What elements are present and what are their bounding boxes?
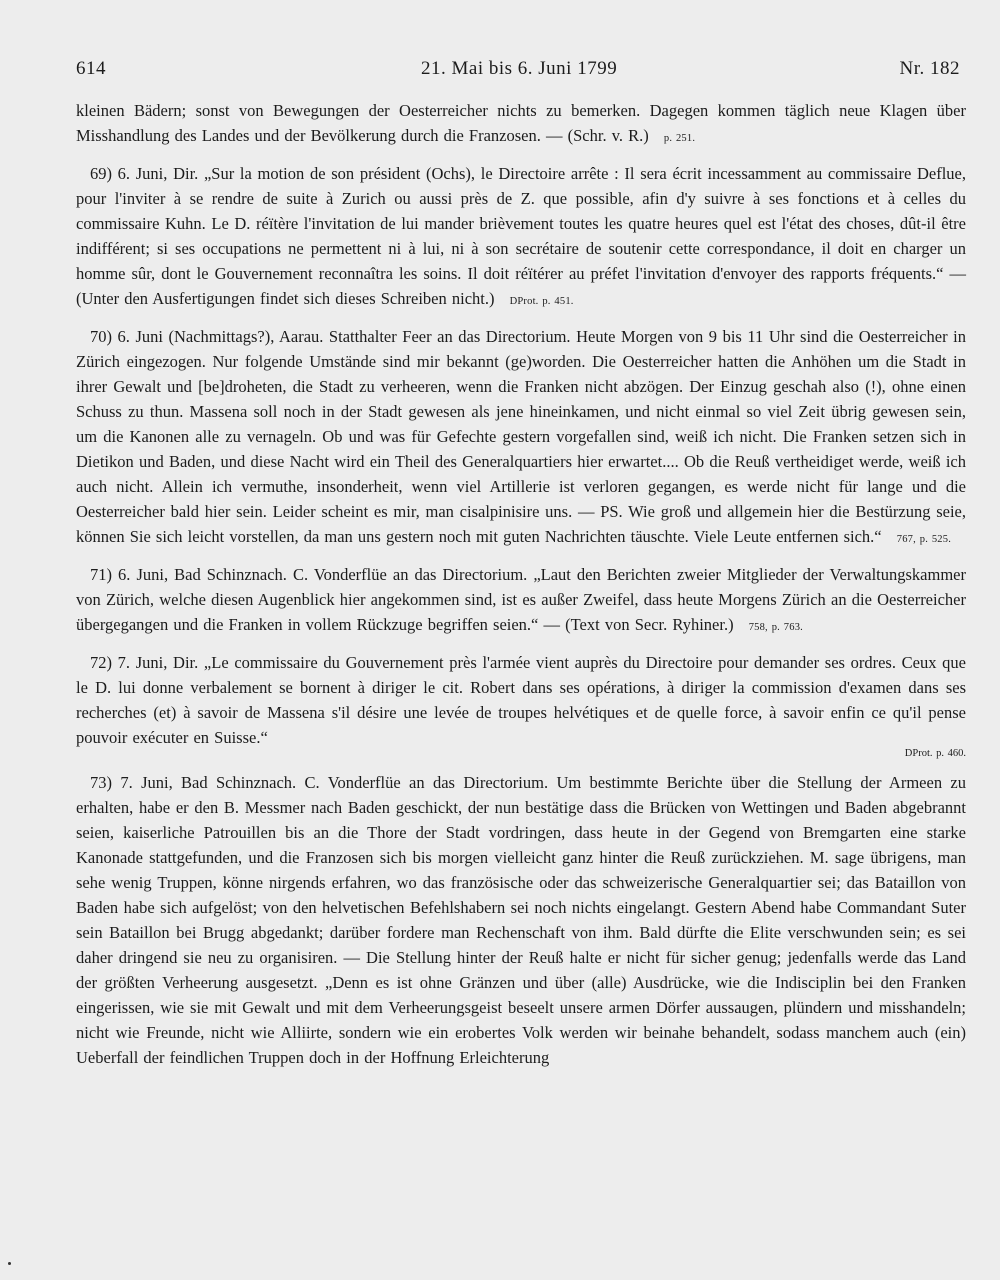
entry-text: 71) 6. Juni, Bad Schinznach. C. Vonderflüe an das Directorium. „Laut den Berichten zweier Mitglieder der Verwaltungskammer von Zürich, welche diesen Augenblick hier angekommen sind, ist es außer Zweifel, dass heute Morgens Zürich an die Oesterreicher übergegangen und die Franken in vollem Rückzuge begriffen seien.“ — (Text von Secr. Ryhiner.) [76, 565, 966, 634]
entry-text: 73) 7. Juni, Bad Schinznach. C. Vonderflüe an das Directorium. Um bestimmte Berichte über die Stellung der Armeen zu erhalten, habe er den B. Messmer nach Baden geschickt, der nun bestätige dass die Brücken von Wettingen und Baden abgebrannt seien, kaiserliche Patrouillen bis an die Thore der Stadt vordringen, dass heute in der Gegend von Bremgarten eine starke Kanonade stattgefunden, und die Franzosen sich bis morgen vielleicht ganz hinter die Reuß zurückziehen. M. sage übrigens, man sehe wenig Truppen, könne nirgends erfahren, wo das französische oder das schweizerische Generalquartier sei; das Bataillon von Baden habe sich aufgelöst; von den helvetischen Befehlshabern sei noch nichts eingelangt. Gestern Abend habe Commandant Suter sein Bataillon bei Brugg abgedankt; darüber fordere man Rechenschaft von ihm. Bald dürfte die Elite verschwunden sein; es sei daher dringend sie neu zu organisiren. — Die Stellung hinter der Reuß halte er nicht für sicher genug; jedenfalls werde das Land der größten Verheerung ausgesetzt. „Denn es ist ohne Gränzen und über (alle) Ausdrücke, wie die Indisciplin bei den Franken eingerissen, wie sie mit Gewalt und mit dem Verheerungsgeist beseelt unsere armen Dörfer aussaugen, plündern und misshandeln; nicht wie Freunde, nicht wie Alliirte, sondern wie ein erobertes Volk werden wir beinahe behandelt, sodass manchem auch (ein) Ueberfall der feindlichen Truppen doch in der Hoffnung Erleichterung [76, 773, 966, 1067]
entry-text: kleinen Bädern; sonst von Bewegungen der Oesterreicher nichts zu bemerken. Dagegen kommen täglich neue Klagen über Misshandlung des Landes und der Bevölkerung durch die Franzosen. — (Schr. v. R.) [76, 101, 966, 145]
entry-reference: DProt. p. 460. [904, 748, 966, 759]
entry-73 [76, 770, 966, 1070]
entry-reference: p. 251. [663, 133, 696, 144]
entry-69 [76, 161, 966, 314]
entry-71 [76, 562, 966, 640]
entry-reference: 767, p. 525. [896, 534, 952, 545]
page-number: 614 [76, 58, 106, 79]
entry-72 [76, 650, 966, 760]
entry-text: 72) 7. Juni, Dir. „Le commissaire du Gouvernement près l'armée vient auprès du Directoire pour demander ses ordres. Ceux que le D. lui donne verbalement se bornent à diriger le cit. Robert dans ses opérations, à diriger la commission d'examen dans ses recherches (et) à savoir de Massena s'il désire une levée de troupes helvétiques et de quelle force, à savoir enfin ce qu'il pense pouvoir exécuter en Suisse.“ [76, 653, 966, 747]
entry-reference: DProt. p. 451. [509, 296, 574, 307]
page-header [76, 58, 960, 88]
entry-text: 69) 6. Juni, Dir. „Sur la motion de son président (Ochs), le Directoire arrête : Il sera écrit incessamment au commissaire Deflue, pour l'inviter à se rendre de suite à Zurich ou aussi près de Z. que possible, afin d'y suivre à ses fonctions et à celles du commissaire Kuhn. Le D. réïtère l'invitation de lui mander brièvement toutes les quatre heures quel est l'état des choses, dût-il être indifférent; si ses occupations ne permettent ni à lui, ni à son secrétaire de soutenir cette correspondance, il doit en charger un homme sûr, dont le Gouvernement reconnaîtra les soins. Il doit réïtérer au préfet l'invitation d'envoyer des rapports fréquents.“ — (Unter den Ausfertigungen findet sich dieses Schreiben nicht.) [76, 164, 966, 308]
running-title: 21. Mai bis 6. Juni 1799 [421, 58, 618, 79]
document-number: Nr. 182 [899, 58, 960, 79]
print-speck [8, 1262, 11, 1265]
entry-reference: 758, p. 763. [748, 622, 803, 633]
entry-70 [76, 324, 966, 552]
page-body [76, 98, 966, 1080]
entry-text: 70) 6. Juni (Nachmittags?), Aarau. Statthalter Feer an das Directorium. Heute Morgen von 9 bis 11 Uhr sind die Oesterreicher in Zürich eingezogen. Nur folgende Umstände sind mir bekannt (ge)worden. Die Oesterreicher hatten die Anhöhen um die Stadt in ihrer Gewalt und [be]droheten, die Stadt zu verheeren, wenn die Franken nicht abzögen. Der Einzug geschah also (!), ohne einen Schuss zu thun. Massena soll noch in der Stadt gewesen als jene hineinkamen, und nicht einmal so viel Zeit übrig gewesen sein, um die Kanonen alle zu vernageln. Ob und was für Gefechte gestern vorgefallen sind, weiß ich nicht. Die Franken setzen sich in Dietikon und Baden, und diese Nacht wird ein Theil des Generalquartiers hier erwartet.... Ob die Reuß vertheidiget werde, weiß ich auch nicht. Allein ich vermuthe, insonderheit, wenn viel Artillerie ist verloren gegangen, es werde nicht für lange und die Oesterreicher bald hier sein. Leider scheint es mir, man cisalpinisire uns. — PS. Wie groß und allgemein hier die Bestürzung seie, können Sie sich leicht vorstellen, da man uns gestern noch mit guten Nachrichten täuschte. Viele Leute entfernen sich.“ [76, 327, 966, 546]
entry-continuation [76, 98, 966, 151]
